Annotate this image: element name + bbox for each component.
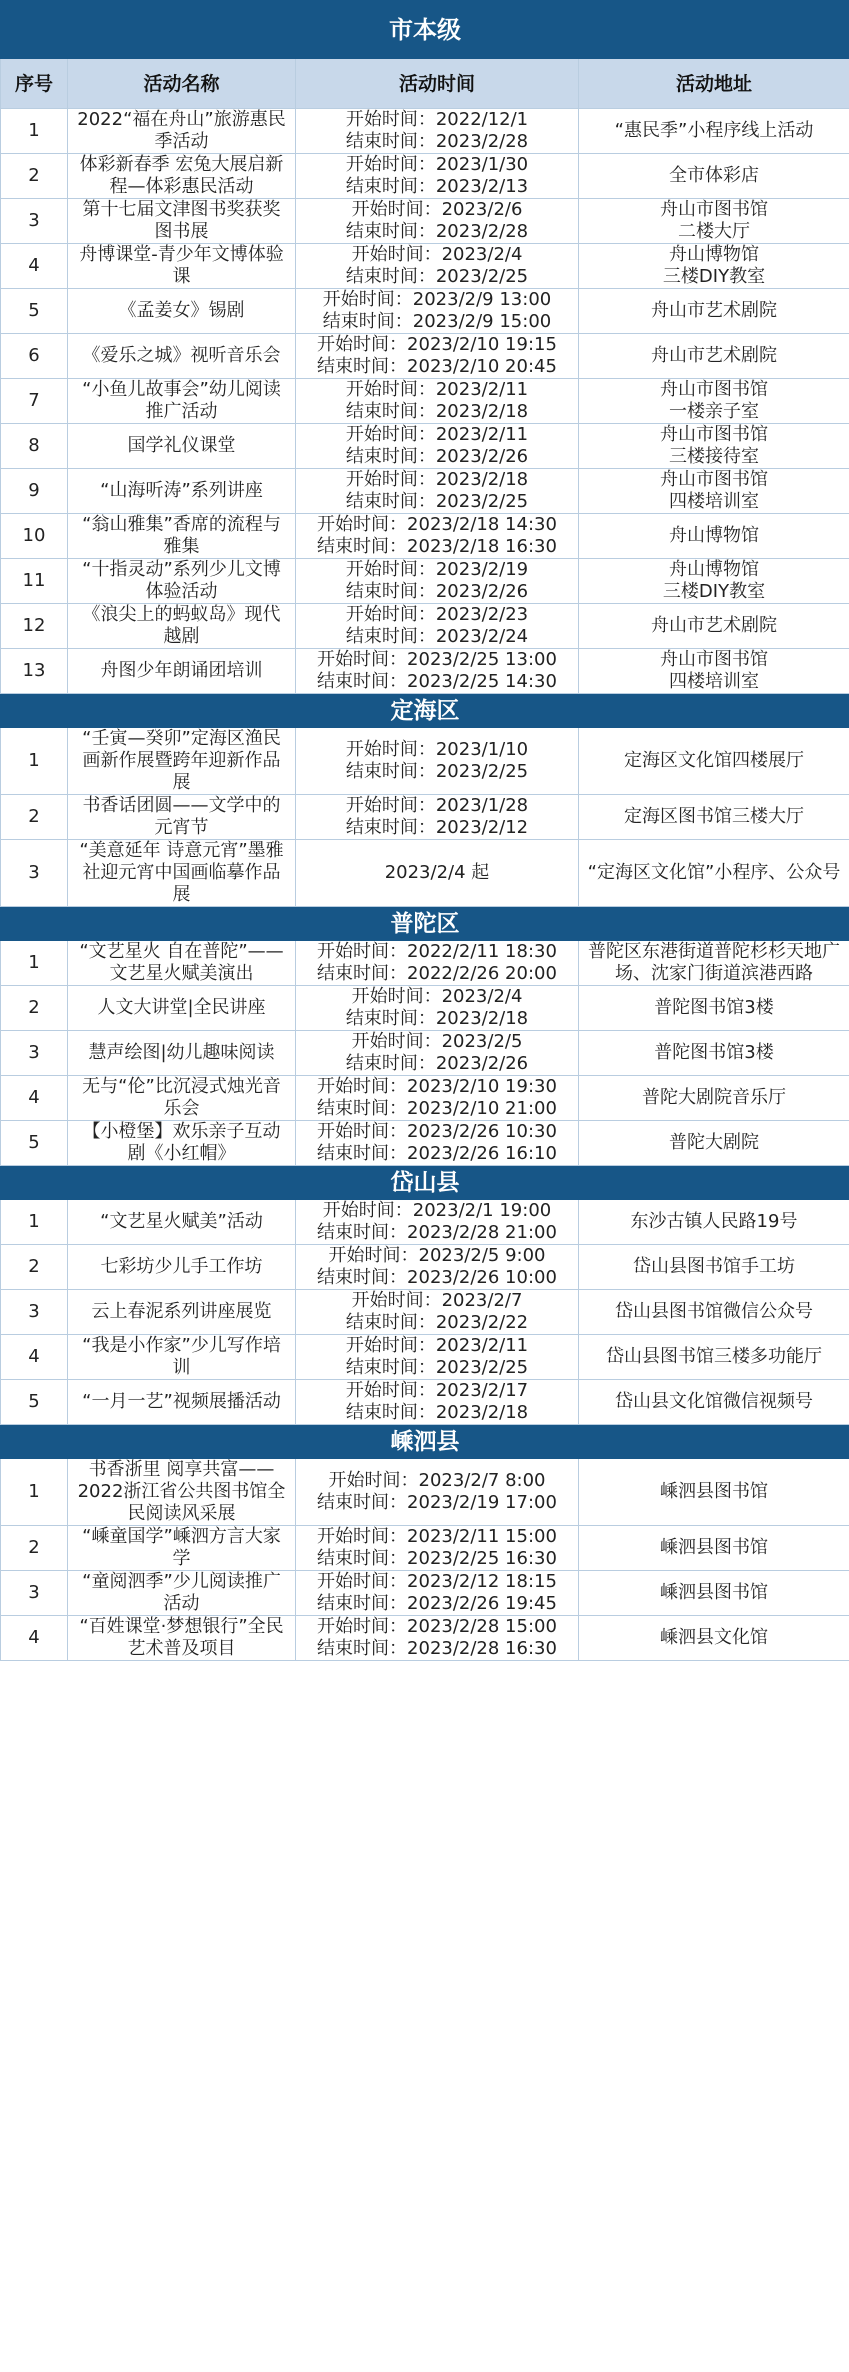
time-line: 开始时间：2023/2/11 <box>345 1335 529 1356</box>
time-line: 开始时间：2023/2/11 <box>345 379 529 400</box>
row-index: 1 <box>1 1200 68 1245</box>
time-line: 结束时间：2023/2/28 21:00 <box>317 1222 557 1243</box>
place-line: 普陀大剧院音乐厅 <box>642 1087 786 1108</box>
row-index: 2 <box>1 154 68 199</box>
place-line: 舟山市图书馆 <box>660 424 768 445</box>
table-row <box>1 728 849 795</box>
time-line: 结束时间：2023/2/25 <box>345 1357 529 1378</box>
activity-time <box>296 424 579 469</box>
activity-name: “山海听涛”系列讲座 <box>68 469 296 514</box>
place-line: 嵊泗县图书馆 <box>660 1582 768 1603</box>
time-line: 开始时间：2023/2/6 <box>351 199 523 220</box>
place-line: 三楼接待室 <box>669 446 759 467</box>
time-line: 开始时间：2023/2/18 14:30 <box>317 514 557 535</box>
activity-name: “童阅泗季”少儿阅读推广活动 <box>68 1571 296 1616</box>
table-row <box>1 514 849 559</box>
place-line: 一楼亲子室 <box>669 401 759 422</box>
time-line: 开始时间：2023/2/4 <box>351 244 523 265</box>
row-index: 7 <box>1 379 68 424</box>
col-time-header: 活动时间 <box>296 59 579 109</box>
row-index: 5 <box>1 1121 68 1166</box>
place-line: “惠民季”小程序线上活动 <box>614 120 814 141</box>
table-row <box>1 1290 849 1335</box>
time-line: 结束时间：2023/2/18 16:30 <box>317 536 557 557</box>
row-index: 2 <box>1 986 68 1031</box>
row-index: 4 <box>1 1335 68 1380</box>
table-row <box>1 1121 849 1166</box>
table-row <box>1 1616 849 1661</box>
activity-place <box>579 604 849 649</box>
table-row <box>1 1031 849 1076</box>
time-line: 结束时间：2023/2/26 <box>345 581 529 602</box>
activity-time <box>296 1245 579 1290</box>
activity-time <box>296 1121 579 1166</box>
activity-name: 云上春泥系列讲座展览 <box>68 1290 296 1335</box>
row-index: 3 <box>1 1031 68 1076</box>
row-index: 8 <box>1 424 68 469</box>
row-index: 12 <box>1 604 68 649</box>
time-line: 结束时间：2023/2/25 16:30 <box>317 1548 557 1569</box>
time-line: 结束时间：2023/2/12 <box>345 817 529 838</box>
time-line: 结束时间：2023/2/18 <box>345 1402 529 1423</box>
activity-time <box>296 109 579 154</box>
activity-time <box>296 559 579 604</box>
time-line: 结束时间：2023/2/9 15:00 <box>322 311 552 332</box>
activity-name: 《孟姜女》锡剧 <box>68 289 296 334</box>
place-line: 岱山县图书馆三楼多功能厅 <box>606 1346 822 1367</box>
place-line: 舟山博物馆 <box>669 525 759 546</box>
activity-time <box>296 604 579 649</box>
activity-time <box>296 1459 579 1526</box>
activity-name: 第十七届文津图书奖获奖图书展 <box>68 199 296 244</box>
table-row <box>1 840 849 907</box>
time-line: 结束时间：2023/2/26 <box>345 446 529 467</box>
activity-place <box>579 154 849 199</box>
activity-name: “壬寅—癸卯”定海区渔民画新作展暨跨年迎新作品展 <box>68 728 296 795</box>
row-index: 1 <box>1 109 68 154</box>
activity-name: 书香话团圆——文学中的元宵节 <box>68 795 296 840</box>
section-title: 普陀区 <box>1 907 849 941</box>
section-title: 嵊泗县 <box>1 1425 849 1459</box>
activity-place <box>579 986 849 1031</box>
activity-place <box>579 1571 849 1616</box>
place-line: 嵊泗县文化馆 <box>660 1627 768 1648</box>
activity-place <box>579 1121 849 1166</box>
time-line: 开始时间：2023/2/9 13:00 <box>322 289 552 310</box>
row-index: 10 <box>1 514 68 559</box>
activity-time <box>296 1380 579 1425</box>
activity-time <box>296 334 579 379</box>
section-title: 定海区 <box>1 694 849 728</box>
table-row <box>1 1245 849 1290</box>
activity-place <box>579 1076 849 1121</box>
activity-place <box>579 1335 849 1380</box>
activity-time <box>296 1616 579 1661</box>
activity-name: “嵊童国学”嵊泗方言大家学 <box>68 1526 296 1571</box>
place-line: 普陀大剧院 <box>669 1132 759 1153</box>
place-line: 舟山市图书馆 <box>660 649 768 670</box>
time-line: 开始时间：2023/2/17 <box>345 1380 529 1401</box>
table-row <box>1 469 849 514</box>
time-line: 结束时间：2023/2/25 <box>345 761 529 782</box>
place-line: 普陀图书馆3楼 <box>654 997 774 1018</box>
activity-name: 《爱乐之城》视听音乐会 <box>68 334 296 379</box>
activity-name: 2022“福在舟山”旅游惠民季活动 <box>68 109 296 154</box>
time-line: 开始时间：2023/2/5 <box>351 1031 523 1052</box>
row-index: 4 <box>1 1616 68 1661</box>
table-row <box>1 334 849 379</box>
activity-name: “一月一艺”视频展播活动 <box>68 1380 296 1425</box>
activity-place <box>579 289 849 334</box>
activity-name: 舟图少年朗诵团培训 <box>68 649 296 694</box>
time-line: 开始时间：2023/2/10 19:15 <box>317 334 557 355</box>
table-row <box>1 1076 849 1121</box>
table-row <box>1 1200 849 1245</box>
activity-place <box>579 514 849 559</box>
activity-place <box>579 840 849 907</box>
time-line: 结束时间：2023/2/26 16:10 <box>317 1143 557 1164</box>
table-row <box>1 986 849 1031</box>
activity-name: “十指灵动”系列少儿文博体验活动 <box>68 559 296 604</box>
time-line: 2023/2/4 起 <box>384 862 490 883</box>
time-line: 结束时间：2023/2/28 16:30 <box>317 1638 557 1659</box>
row-index: 5 <box>1 1380 68 1425</box>
activity-name: “美意延年 诗意元宵”墨雅社迎元宵中国画临摹作品展 <box>68 840 296 907</box>
activity-time <box>296 840 579 907</box>
place-line: 舟山市艺术剧院 <box>651 615 777 636</box>
activity-name: 《浪尖上的蚂蚁岛》现代越剧 <box>68 604 296 649</box>
activity-time <box>296 289 579 334</box>
activity-time <box>296 1200 579 1245</box>
activity-time <box>296 1076 579 1121</box>
activity-name: 体彩新春季 宏兔大展启新程—体彩惠民活动 <box>68 154 296 199</box>
time-line: 开始时间：2023/2/23 <box>345 604 529 625</box>
activity-place <box>579 1245 849 1290</box>
place-line: 三楼DIY教室 <box>662 266 766 287</box>
time-line: 结束时间：2023/2/10 20:45 <box>317 356 557 377</box>
activity-time <box>296 1571 579 1616</box>
time-line: 开始时间：2023/1/30 <box>345 154 529 175</box>
table-row <box>1 1526 849 1571</box>
table-row <box>1 1380 849 1425</box>
time-line: 开始时间：2022/2/11 18:30 <box>317 941 557 962</box>
activity-time <box>296 199 579 244</box>
col-index-header: 序号 <box>1 59 68 109</box>
activity-time <box>296 941 579 986</box>
time-line: 结束时间：2023/2/25 <box>345 491 529 512</box>
activity-time <box>296 728 579 795</box>
table-row <box>1 199 849 244</box>
time-line: 结束时间：2023/2/26 10:00 <box>317 1267 557 1288</box>
time-line: 开始时间：2023/2/7 <box>351 1290 523 1311</box>
time-line: 结束时间：2023/2/10 21:00 <box>317 1098 557 1119</box>
time-line: 结束时间：2023/2/26 19:45 <box>317 1593 557 1614</box>
row-index: 9 <box>1 469 68 514</box>
place-line: 舟山市图书馆 <box>660 379 768 400</box>
time-line: 结束时间：2022/2/26 20:00 <box>317 963 557 984</box>
activity-time <box>296 649 579 694</box>
activity-time <box>296 514 579 559</box>
place-line: 东沙古镇人民路19号 <box>630 1211 798 1232</box>
time-line: 结束时间：2023/2/24 <box>345 626 529 647</box>
activity-time <box>296 244 579 289</box>
activity-name: “小鱼儿故事会”幼儿阅读推广活动 <box>68 379 296 424</box>
place-line: 舟山博物馆 <box>669 559 759 580</box>
section-row <box>1 907 849 941</box>
activity-name: 国学礼仪课堂 <box>68 424 296 469</box>
table-row <box>1 1459 849 1526</box>
place-line: 定海区图书馆三楼大厅 <box>624 806 804 827</box>
activity-place <box>579 334 849 379</box>
time-line: 开始时间：2023/2/10 19:30 <box>317 1076 557 1097</box>
activity-name: 无与“伦”比沉浸式烛光音乐会 <box>68 1076 296 1121</box>
activity-name: 书香浙里 阅享共富——2022浙江省公共图书馆全民阅读风采展 <box>68 1459 296 1526</box>
row-index: 2 <box>1 795 68 840</box>
time-line: 结束时间：2023/2/28 <box>345 131 529 152</box>
activity-name: 慧声绘图|幼儿趣味阅读 <box>68 1031 296 1076</box>
table-row <box>1 1335 849 1380</box>
activity-place <box>579 1526 849 1571</box>
place-line: 舟山市图书馆 <box>660 199 768 220</box>
activity-name: “文艺星火赋美”活动 <box>68 1200 296 1245</box>
activity-place <box>579 1616 849 1661</box>
time-line: 结束时间：2023/2/13 <box>345 176 529 197</box>
time-line: 开始时间：2023/1/28 <box>345 795 529 816</box>
place-line: 三楼DIY教室 <box>662 581 766 602</box>
activity-name: 舟博课堂-青少年文博体验课 <box>68 244 296 289</box>
row-index: 2 <box>1 1526 68 1571</box>
time-line: 结束时间：2023/2/18 <box>345 401 529 422</box>
row-index: 4 <box>1 1076 68 1121</box>
row-index: 1 <box>1 941 68 986</box>
row-index: 1 <box>1 1459 68 1526</box>
table-row <box>1 424 849 469</box>
time-line: 开始时间：2023/2/4 <box>351 986 523 1007</box>
section-title: 市本级 <box>1 1 849 59</box>
time-line: 开始时间：2023/2/19 <box>345 559 529 580</box>
activity-place <box>579 1459 849 1526</box>
activity-place <box>579 559 849 604</box>
time-line: 结束时间：2023/2/25 <box>345 266 529 287</box>
activity-time <box>296 795 579 840</box>
time-line: 结束时间：2023/2/18 <box>345 1008 529 1029</box>
activity-place <box>579 469 849 514</box>
table-row <box>1 1571 849 1616</box>
place-line: 岱山县文化馆微信视频号 <box>615 1391 813 1412</box>
table-row <box>1 154 849 199</box>
section-row <box>1 1166 849 1200</box>
place-line: 定海区文化馆四楼展厅 <box>624 750 804 771</box>
row-index: 3 <box>1 199 68 244</box>
activity-name: 七彩坊少儿手工作坊 <box>68 1245 296 1290</box>
row-index: 3 <box>1 1571 68 1616</box>
activity-place <box>579 728 849 795</box>
activity-time <box>296 154 579 199</box>
row-index: 6 <box>1 334 68 379</box>
time-line: 开始时间：2023/2/5 9:00 <box>328 1245 546 1266</box>
place-line: 岱山县图书馆微信公众号 <box>615 1301 813 1322</box>
place-line: 二楼大厅 <box>678 221 750 242</box>
section-row <box>1 694 849 728</box>
time-line: 结束时间：2023/2/22 <box>345 1312 529 1333</box>
row-index: 3 <box>1 1290 68 1335</box>
place-line: 普陀区东港街道普陀杉杉天地广场、沈家门街道滨港西路 <box>588 941 840 984</box>
activity-time <box>296 1031 579 1076</box>
row-index: 1 <box>1 728 68 795</box>
table-row <box>1 649 849 694</box>
place-line: 四楼培训室 <box>669 671 759 692</box>
table-row <box>1 244 849 289</box>
activity-name: “文艺星火 自在普陀”——文艺星火赋美演出 <box>68 941 296 986</box>
time-line: 结束时间：2023/2/28 <box>345 221 529 242</box>
place-line: 四楼培训室 <box>669 491 759 512</box>
row-index: 5 <box>1 289 68 334</box>
activity-place <box>579 1031 849 1076</box>
time-line: 结束时间：2023/2/25 14:30 <box>317 671 557 692</box>
place-line: 舟山市艺术剧院 <box>651 345 777 366</box>
table-row <box>1 795 849 840</box>
time-line: 开始时间：2023/2/11 15:00 <box>317 1526 557 1547</box>
col-place-header: 活动地址 <box>579 59 849 109</box>
activity-time <box>296 986 579 1031</box>
activity-place <box>579 1380 849 1425</box>
time-line: 结束时间：2023/2/26 <box>345 1053 529 1074</box>
activity-time <box>296 1335 579 1380</box>
place-line: “定海区文化馆”小程序、公众号 <box>587 862 841 883</box>
time-line: 开始时间：2023/2/1 19:00 <box>322 1200 552 1221</box>
table-body <box>1 1 849 1661</box>
place-line: 舟山市艺术剧院 <box>651 300 777 321</box>
place-line: 嵊泗县图书馆 <box>660 1481 768 1502</box>
row-index: 3 <box>1 840 68 907</box>
activity-place <box>579 244 849 289</box>
activity-time <box>296 1526 579 1571</box>
activity-place <box>579 649 849 694</box>
row-index: 4 <box>1 244 68 289</box>
activity-time <box>296 469 579 514</box>
activity-name: “翁山雅集”香席的流程与雅集 <box>68 514 296 559</box>
activity-name: 人文大讲堂|全民讲座 <box>68 986 296 1031</box>
table-row <box>1 109 849 154</box>
activity-place <box>579 424 849 469</box>
activity-name: “我是小作家”少儿写作培训 <box>68 1335 296 1380</box>
activity-time <box>296 1290 579 1335</box>
table-row <box>1 559 849 604</box>
section-title: 岱山县 <box>1 1166 849 1200</box>
table-row <box>1 289 849 334</box>
activity-place <box>579 379 849 424</box>
row-index: 13 <box>1 649 68 694</box>
time-line: 开始时间：2023/2/7 8:00 <box>328 1470 546 1491</box>
place-line: 全市体彩店 <box>669 165 759 186</box>
table-row <box>1 604 849 649</box>
time-line: 结束时间：2023/2/19 17:00 <box>317 1492 557 1513</box>
time-line: 开始时间：2023/2/18 <box>345 469 529 490</box>
table-row <box>1 379 849 424</box>
column-header-row <box>1 59 849 109</box>
table-row <box>1 941 849 986</box>
time-line: 开始时间：2022/12/1 <box>345 109 529 130</box>
place-line: 岱山县图书馆手工坊 <box>633 1256 795 1277</box>
place-line: 舟山博物馆 <box>669 244 759 265</box>
section-row <box>1 1 849 59</box>
activity-time <box>296 379 579 424</box>
time-line: 开始时间：2023/2/25 13:00 <box>317 649 557 670</box>
place-line: 普陀图书馆3楼 <box>654 1042 774 1063</box>
activity-place <box>579 1290 849 1335</box>
time-line: 开始时间：2023/2/26 10:30 <box>317 1121 557 1142</box>
activity-place <box>579 199 849 244</box>
place-line: 舟山市图书馆 <box>660 469 768 490</box>
time-line: 开始时间：2023/2/11 <box>345 424 529 445</box>
col-name-header: 活动名称 <box>68 59 296 109</box>
row-index: 2 <box>1 1245 68 1290</box>
activity-place <box>579 941 849 986</box>
activity-name: “百姓课堂·梦想银行”全民艺术普及项目 <box>68 1616 296 1661</box>
activity-name: 【小橙堡】欢乐亲子互动剧《小红帽》 <box>68 1121 296 1166</box>
time-line: 开始时间：2023/2/28 15:00 <box>317 1616 557 1637</box>
activity-place <box>579 1200 849 1245</box>
activity-place <box>579 795 849 840</box>
row-index: 11 <box>1 559 68 604</box>
section-row <box>1 1425 849 1459</box>
time-line: 开始时间：2023/2/12 18:15 <box>317 1571 557 1592</box>
activity-place <box>579 109 849 154</box>
place-line: 嵊泗县图书馆 <box>660 1537 768 1558</box>
time-line: 开始时间：2023/1/10 <box>345 739 529 760</box>
